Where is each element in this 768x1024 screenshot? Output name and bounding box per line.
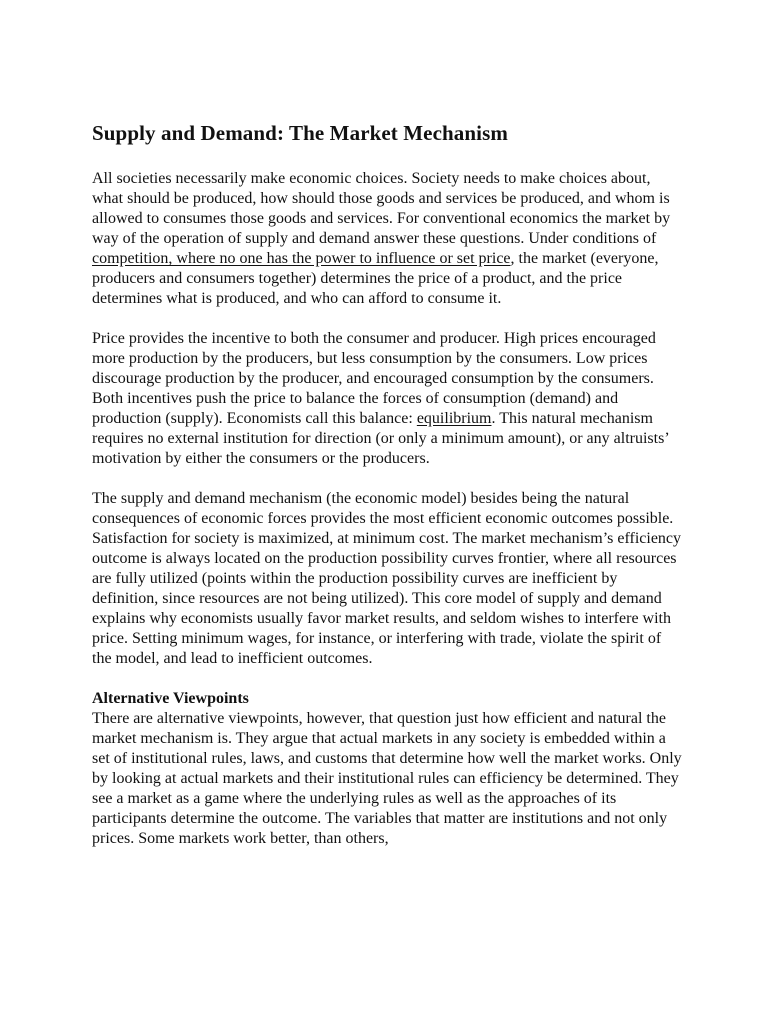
document-title: Supply and Demand: The Market Mechanism: [92, 121, 508, 145]
paragraph-2: [92, 329, 682, 469]
paragraph-2-text-a: Price provides the incentive to both the consumer and producer. High prices encouraged more production by the producers, but less consumption by the consumers. Low prices discourage production by the producer, and encouraged consumption by the consumers. Both incentives push the price to balance the forces of consumption (demand) and production (supply). Economists call this balance:: [92, 330, 656, 427]
paragraph-3: The supply and demand mechanism (the economic model) besides being the natural consequences of economic forces provides the most efficient economic outcomes possible. Satisfaction for society is maximized, at minimum cost. The market mechanism’s efficiency outcome is always located on the production possibility curves frontier, where all resources are fully utilized (points within the production possibility curves are inefficient by definition, since resources are not being utilized). This core model of supply and demand explains why economists usually favor market results, and seldom wishes to interfere with price. Setting minimum wages, for instance, or interfering with trade, violate the spirit of the model, and lead to inefficient outcomes.: [92, 490, 682, 667]
paragraph-2-text-b: . This natural mechanism requires no external institution for direction (or only a minimum amount), or any altruists’ motivation by either the consumers or the producers.: [92, 410, 669, 467]
section-heading: Alternative Viewpoints: [92, 690, 249, 707]
paragraph-4: There are alternative viewpoints, however, that question just how efficient and natural the market mechanism is. They argue that actual markets in any society is embedded within a set of institutional rules, laws, and customs that determine how well the market works. Only by looking at actual markets and their institutional rules can efficiency be determined. They see a market as a game where the underlying rules as well as the approaches of its participants determine the outcome. The variables that matter are institutions and not only prices. Some markets work better, than others,: [92, 710, 682, 847]
competition-link[interactable]: competition, where no one has the power to influence or set price: [92, 250, 511, 267]
equilibrium-link[interactable]: equilibrium: [416, 410, 492, 427]
paragraph-1-text-b: , the market (everyone, producers and consumers together) determines the price of a product, and the price determines what is produced, and who can afford to consume it.: [92, 250, 659, 307]
document-page: [92, 119, 682, 869]
paragraph-1: [92, 169, 682, 309]
paragraph-1-text-a: All societies necessarily make economic choices. Society needs to make choices about, what should be produced, how should those goods and services be produced, and whom is allowed to consumes those goods and services. For conventional economics the market by way of the operation of supply and demand answer these questions. Under conditions of: [92, 170, 671, 247]
